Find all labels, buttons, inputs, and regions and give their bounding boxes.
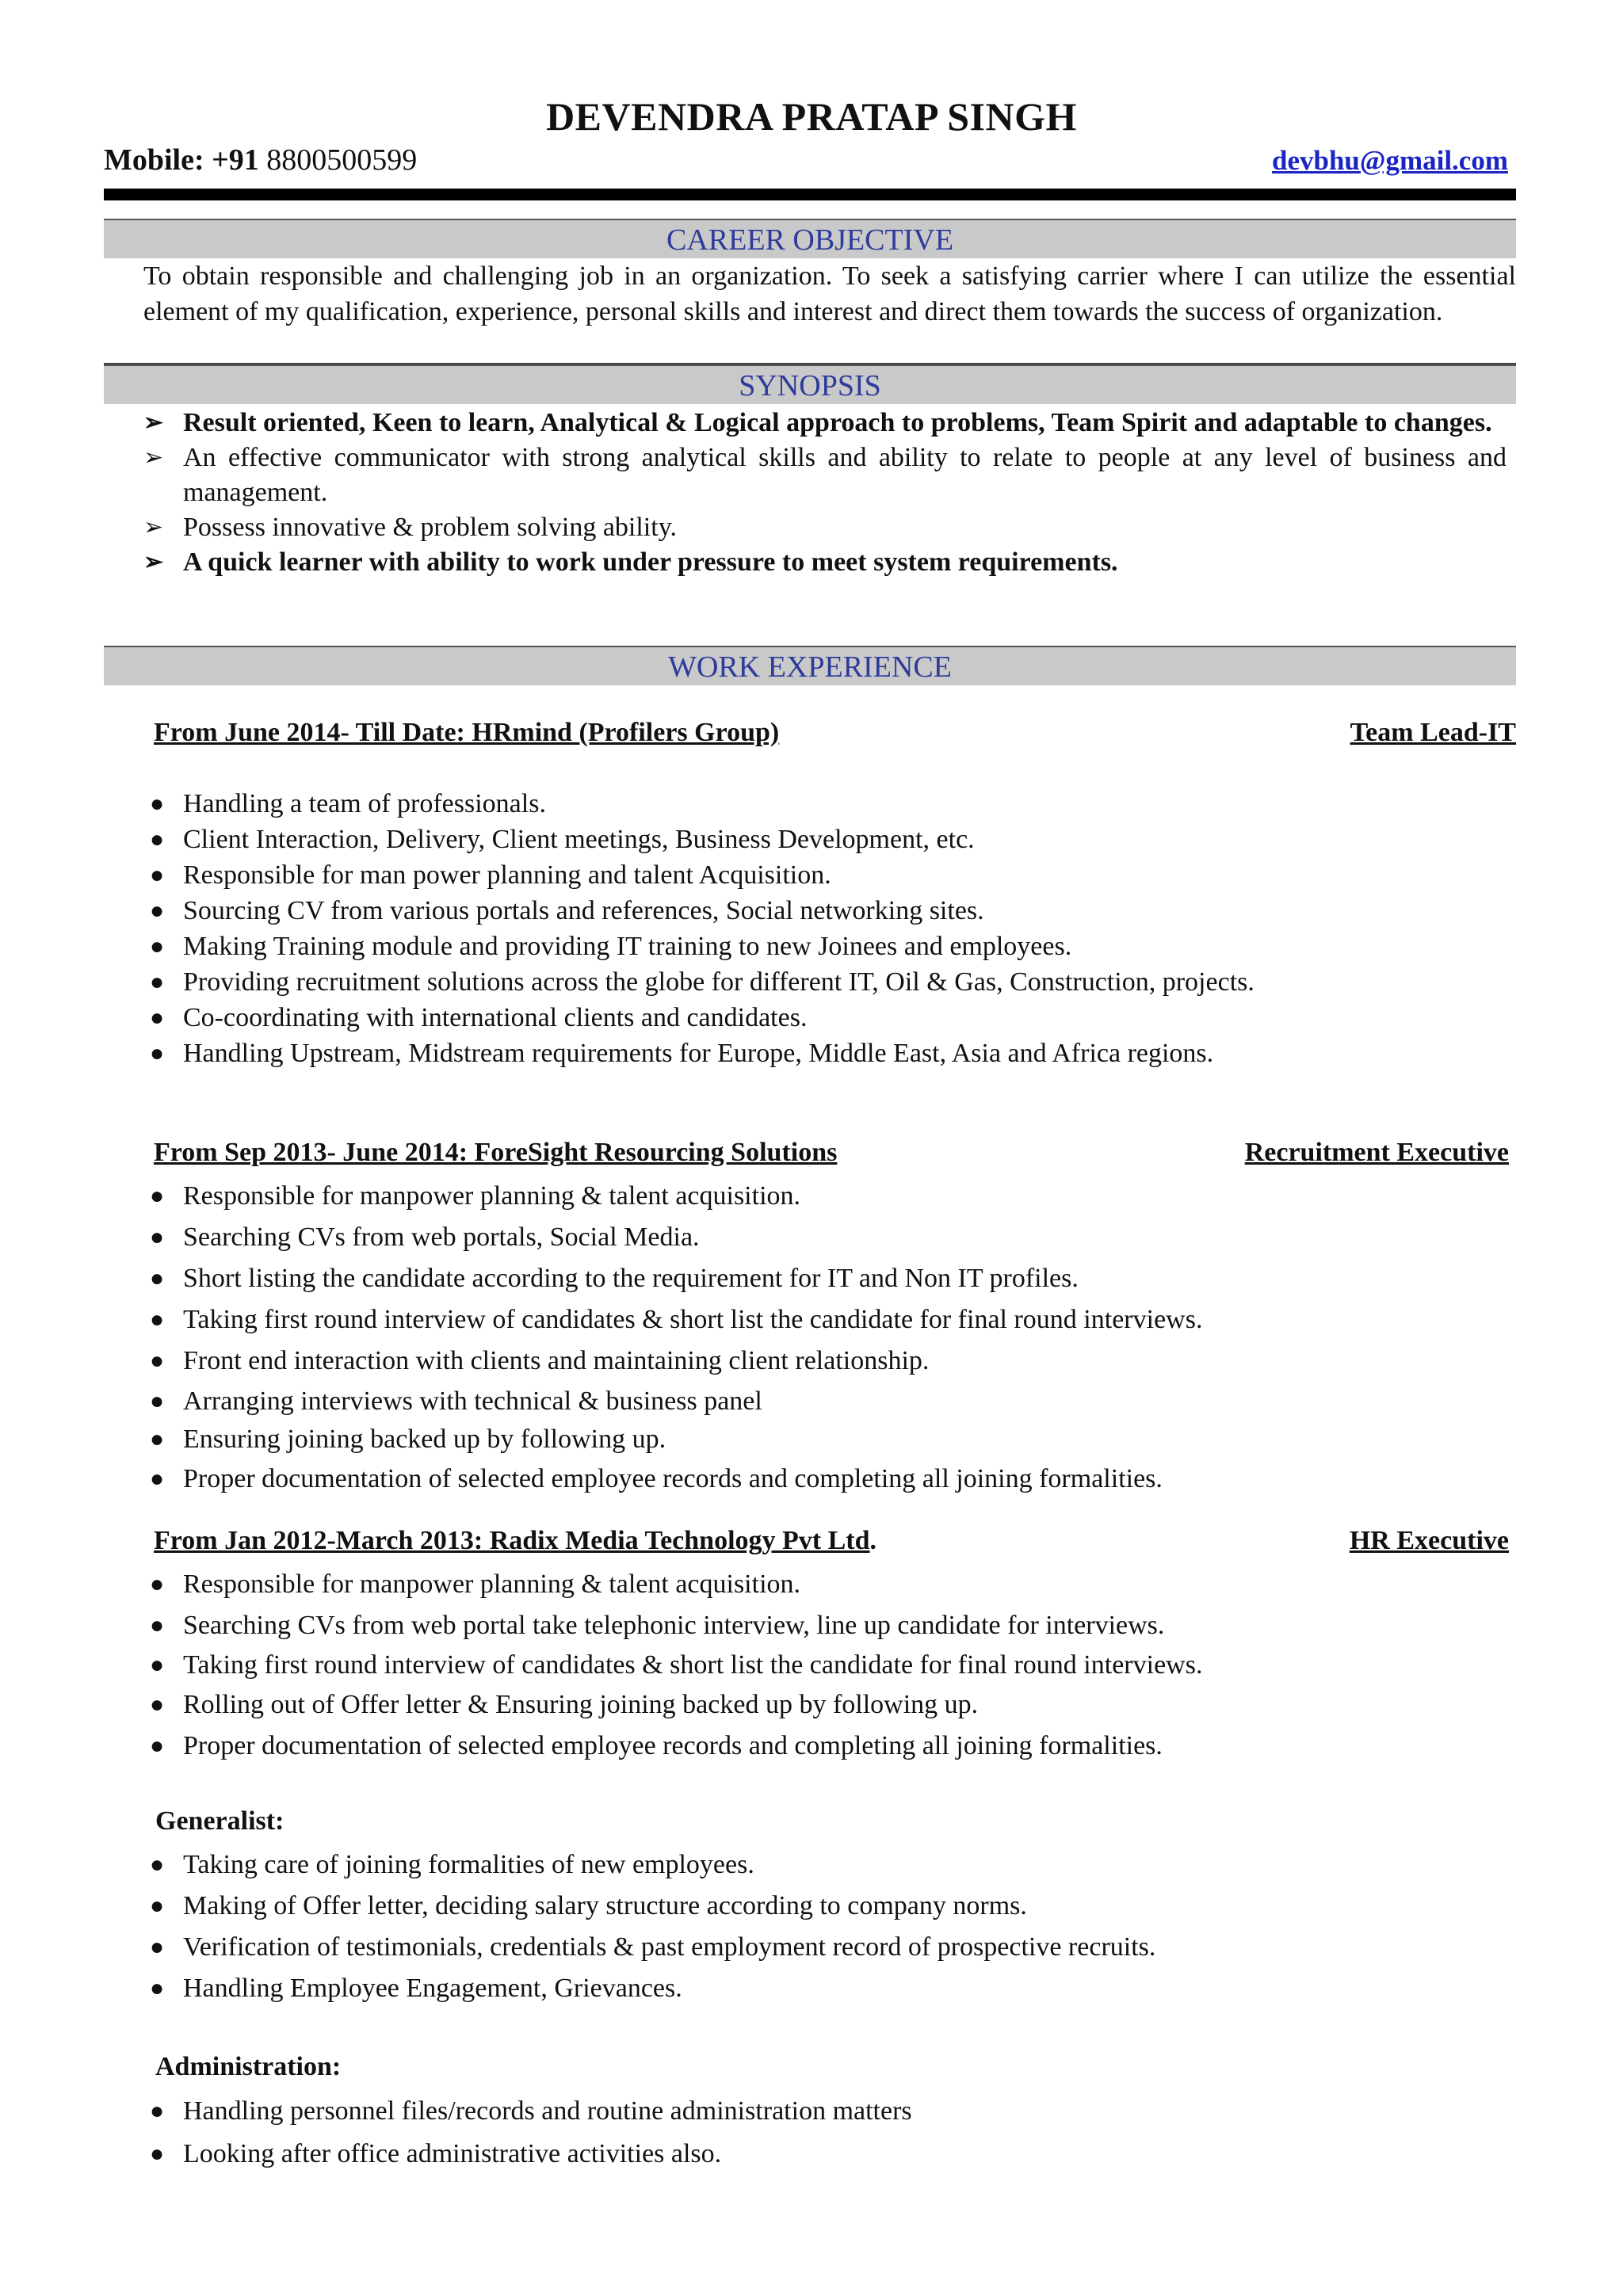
arrow-bullet-icon: ➢ [143,514,164,540]
job-duties-list [143,786,1507,1071]
generalist-list [143,1844,1507,2009]
bullet-icon: ● [150,2098,165,2124]
bullet-icon: ● [150,1426,165,1452]
list-item: ● Short listing the candidate according to the requirement for IT and Non IT profiles. [143,1258,1507,1299]
list-item: ● Proper documentation of selected employee records and completing all joining formalities. [143,1726,1507,1767]
bullet-icon: ● [150,1265,165,1291]
job-period-company: From June 2014- Till Date: HRmind (Profilers Group) [154,718,780,747]
list-item: ➢ Possess innovative & problem solving ability. [143,510,1507,545]
header-divider [104,189,1516,200]
bullet-icon: ● [150,898,165,924]
list-item: ● Taking care of joining formalities of new employees. [143,1844,1507,1886]
synopsis-list [143,406,1507,580]
bullet-icon: ● [150,1893,165,1919]
section-career-objective: CAREER OBJECTIVE [104,219,1516,258]
job-header [154,718,1516,748]
bullet-icon: ● [150,862,165,888]
bullet-icon: ● [150,1224,165,1250]
arrow-bullet-icon: ➢ [143,549,164,575]
list-item: ● Making of Offer letter, deciding salary structure according to company norms. [143,1886,1507,1927]
job-role: Team Lead-IT [1350,718,1516,747]
bullet-icon: ● [150,1852,165,1878]
bullet-icon: ● [150,1652,165,1678]
list-item: ● Arranging interviews with technical & business panel [143,1382,1507,1421]
bullet-icon: ● [150,1348,165,1374]
job-duties-list [143,1176,1507,1501]
list-item: ● Making Training module and providing IT training to new Joinees and employees. [143,929,1507,964]
bullet-icon: ● [150,1306,165,1333]
job-period-company: From Sep 2013- June 2014: ForeSight Resourcing Solutions [154,1138,838,1167]
job-role: HR Executive [1349,1526,1509,1555]
career-objective-text: To obtain responsible and challenging job in an organization. To seek a satisfying carrier where I can utilize the essential element of my qualification, experience, personal skills and interest and direct them towards the success of organization. [143,261,1516,326]
list-item: ● Rolling out of Offer letter & Ensuring joining backed up by following up. [143,1684,1507,1726]
list-item: ● Handling personnel files/records and routine administration matters [143,2090,1507,2133]
job-header [154,1138,1509,1168]
job-duties-list [143,1564,1507,1767]
bullet-icon: ● [150,1934,165,1960]
list-item: ● Handling Upstream, Midstream requirements for Europe, Middle East, Asia and Africa regions. [143,1035,1507,1071]
section-work-experience: WORK EXPERIENCE [104,646,1516,685]
list-item: ➢ An effective communicator with strong analytical skills and ability to relate to people at any level of business and management. [143,441,1507,510]
mobile-number: 8800500599 [258,143,418,177]
generalist-heading: Generalist: [155,1806,285,1836]
bullet-icon: ● [150,1466,165,1492]
bullet-icon: ● [150,969,165,995]
email-link[interactable]: devbhu@gmail.com [1272,145,1508,176]
bullet-icon: ● [150,1183,165,1209]
section-synopsis: SYNOPSIS [104,364,1516,404]
list-item: ● Co-coordinating with international clients and candidates. [143,1000,1507,1035]
bullet-icon: ● [150,791,165,817]
list-item: ● Taking first round interview of candidates & short list the candidate for final round interviews. [143,1299,1507,1341]
list-item: ● Proper documentation of selected employee records and completing all joining formalities. [143,1458,1507,1501]
list-item: ● Responsible for manpower planning & talent acquisition. [143,1176,1507,1217]
list-item: ● Verification of testimonials, credentials & past employment record of prospective recruits. [143,1927,1507,1968]
bullet-icon: ● [150,1571,165,1597]
administration-list [143,2090,1507,2176]
list-item: ● Handling a team of professionals. [143,786,1507,822]
bullet-icon: ● [150,933,165,959]
list-item: ● Taking first round interview of candidates & short list the candidate for final round interviews. [143,1646,1507,1684]
list-item: ● Ensuring joining backed up by following up. [143,1421,1507,1458]
bullet-icon: ● [150,2141,165,2167]
bullet-icon: ● [150,1388,165,1414]
list-item: ● Looking after office administrative activities also. [143,2133,1507,2176]
list-item: ➢ Result oriented, Keen to learn, Analytical & Logical approach to problems, Team Spirit and adaptable to changes. [143,406,1507,441]
list-item: ● Front end interaction with clients and maintaining client relationship. [143,1341,1507,1382]
arrow-bullet-icon: ➢ [143,410,164,436]
mobile-label: Mobile: +91 [104,143,259,177]
bullet-icon: ● [150,1975,165,2001]
bullet-icon: ● [150,1691,165,1718]
list-item: ● Handling Employee Engagement, Grievances. [143,1968,1507,2009]
list-item: ● Client Interaction, Delivery, Client meetings, Business Development, etc. [143,822,1507,857]
mobile-line [104,143,417,177]
list-item: ● Sourcing CV from various portals and references, Social networking sites. [143,893,1507,929]
candidate-name: DEVENDRA PRATAP SINGH [546,94,1077,139]
bullet-icon: ● [150,1612,165,1638]
list-item: ● Searching CVs from web portals, Social Media. [143,1217,1507,1258]
administration-heading: Administration: [155,2052,342,2081]
bullet-icon: ● [150,826,165,852]
job-role: Recruitment Executive [1244,1138,1509,1167]
list-item: ● Providing recruitment solutions across the globe for different IT, Oil & Gas, Construction, projects. [143,964,1507,1000]
bullet-icon: ● [150,1005,165,1031]
bullet-icon: ● [150,1040,165,1066]
arrow-bullet-icon: ➢ [143,444,164,471]
list-item: ➢ A quick learner with ability to work under pressure to meet system requirements. [143,545,1507,580]
job-period-company: From Jan 2012-March 2013: Radix Media Technology Pvt Ltd. [154,1526,877,1555]
bullet-icon: ● [150,1733,165,1759]
list-item: ● Responsible for manpower planning & talent acquisition. [143,1564,1507,1605]
list-item: ● Searching CVs from web portal take telephonic interview, line up candidate for interviews. [143,1605,1507,1646]
job-header [154,1526,1509,1556]
list-item: ● Responsible for man power planning and talent Acquisition. [143,857,1507,893]
